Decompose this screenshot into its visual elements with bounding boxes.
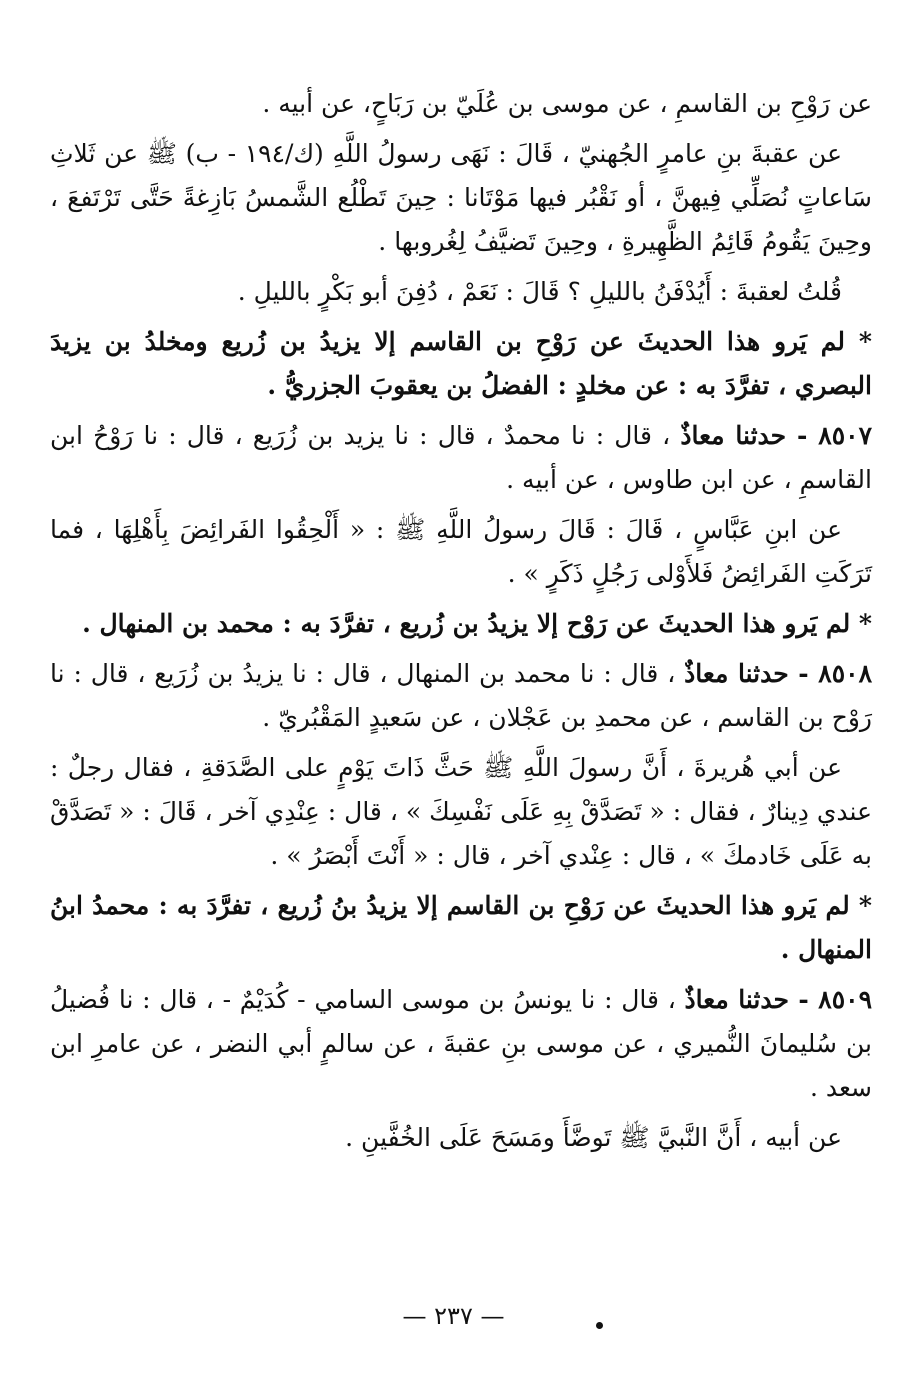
hadith-8508-isnad: ٨٥٠٨ - حدثنا معاذٌ ، قال : نا محمد بن المنهال ، قال : نا يزيدُ بن زُرَيع ، قال : نا رَوْح بن القاسم ، عن محمدِ بن عَجْلان ، عن سَعيدٍ المَقْبُريّ .	[50, 659, 872, 732]
hadith-8508-matn: عن أبي هُريرةَ ، أَنَّ رسولَ اللَّهِ ﷺ حَثَّ ذَاتَ يَوْمٍ على الصَّدَقةِ ، فقال رجلٌ : عندي دِينارٌ ، فقال : « تَصَدَّقْ بِهِ عَلَى نَفْسِكَ » ، قال : عِنْدِي آخر ، قَالَ : « تَصَدَّقْ به عَلَى خَادمكَ » ، قال : عِنْدي آخر ، قال : « أَنْتَ أَبْصَرُ » .	[50, 753, 872, 870]
hadith-number: ٨٥٠٧ - حدثنا معاذٌ	[680, 421, 872, 450]
hadith-8507-isnad: ٨٥٠٧ - حدثنا معاذٌ ، قال : نا محمدٌ ، قال : نا يزيد بن زُرَيع ، قال : نا رَوْحُ ابن القاسمِ ، عن ابن طاوس ، عن أبيه .	[50, 421, 872, 494]
hadith-8509-isnad: ٨٥٠٩ - حدثنا معاذٌ ، قال : نا يونسُ بن موسى السامي - كُدَيْمٌ - ، قال : نا فُضيلُ بن سُليمانَ النُّميري ، عن موسى بنِ عقبةَ ، عن سالمٍ أبي النضر ، عن عامرِ ابن سعد .	[50, 985, 872, 1102]
page-number: — ٢٣٧ —	[402, 1302, 505, 1330]
page-body	[50, 82, 872, 1166]
editor-note-3: * لم يَرو هذا الحديثَ عن رَوْحِ بن القاسم إلا يزيدُ بنُ زُريع ، تفرَّدَ به : محمدُ ابنُ المنهال .	[50, 891, 872, 964]
hadith-8507-matn: عن ابنِ عَبَّاسٍ ، قَالَ : قَالَ رسولُ اللَّهِ ﷺ : « أَلْحِقُوا الفَرائِضَ بِأَهْلِهَا ، فما تَرَكَتِ الفَرائِضُ فَلأَوْلى رَجُلٍ ذَكَرٍ » .	[50, 515, 872, 588]
hadith-8509-matn: عن أبيه ، أَنَّ النَّبيَّ ﷺ تَوضَّأَ ومَسَحَ عَلَى الخُفَّينِ .	[345, 1123, 842, 1152]
ink-dot	[596, 1322, 603, 1329]
editor-note-1: * لم يَرو هذا الحديثَ عن رَوْحِ بن القاسم إلا يزيدُ بن زُريع ومخلدُ بن يزيدَ البصري ، تفرَّدَ به : عن مخلدٍ : الفضلُ بن يعقوبَ الجزريُّ .	[50, 327, 872, 400]
hadith-number: ٨٥٠٩ - حدثنا معاذٌ	[684, 985, 872, 1014]
paragraph-1: عن رَوْحِ بن القاسمِ ، عن موسى بن عُلَيّ بن رَبَاحٍ، عن أبيه .	[262, 89, 872, 118]
paragraph-2: عن عقبةَ بنِ عامرٍ الجُهنيّ ، قَالَ : نَهَى رسولُ اللَّهِ (ك/١٩٤ - ب) ﷺ عن ثَلاثِ سَاعاتٍ نُصَلِّي فِيهنَّ ، أو نَقْبُر فيها مَوْتَانا : حِينَ تَطْلُع الشَّمسُ بَازِغةً حَتَّى تَرْتَفعَ ، وحِينَ يَقُومُ قَائِمُ الظَّهِيرةِ ، وحِينَ تَضيَّفُ لِغُروبها .	[50, 139, 872, 256]
editor-note-2: * لم يَرو هذا الحديثَ عن رَوْح إلا يزيدُ بن زُريع ، تفرَّدَ به : محمد بن المنهال .	[82, 609, 872, 638]
hadith-number: ٨٥٠٨ - حدثنا معاذٌ	[684, 659, 872, 688]
paragraph-3: قُلتُ لعقبةَ : أَيُدْفَنُ بالليلِ ؟ قَالَ : نَعَمْ ، دُفِنَ أبو بَكْرٍ بالليلِ .	[237, 277, 842, 306]
